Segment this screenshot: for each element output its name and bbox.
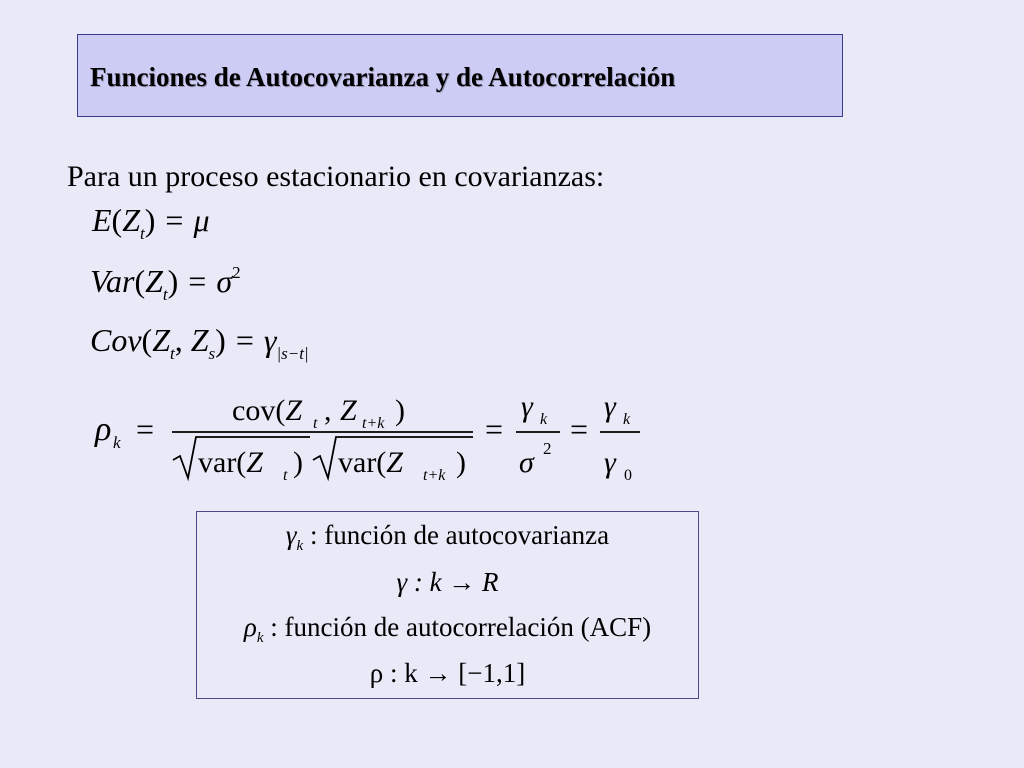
equation-rho <box>0 380 700 490</box>
svg-text:t+k: t+k <box>423 467 446 484</box>
svg-text:t: t <box>283 467 288 484</box>
svg-text:=: = <box>570 411 589 447</box>
svg-text:γ: γ <box>521 390 533 423</box>
svg-text:=: = <box>136 411 155 447</box>
equation-variance: $Var(Z_t) = \sigma^2$ <box>90 263 241 304</box>
equation-covariance: $Cov(Z_t$, $Z_s) = \gamma_{|s-t|}$ <box>90 322 309 363</box>
svg-text:=: = <box>485 411 504 447</box>
svg-text:): ) <box>293 446 303 479</box>
svg-text:0: 0 <box>624 467 632 484</box>
definitions-box <box>196 511 699 699</box>
svg-text:): ) <box>395 394 405 427</box>
gamma-definition: $\gamma_k$ : función de autocovarianza <box>285 520 610 554</box>
rho-mapping: ρ : k → [−1,1] <box>369 658 526 688</box>
title-box <box>77 34 843 117</box>
svg-text:): ) <box>456 446 466 479</box>
svg-text:γ: γ <box>604 390 616 423</box>
rho-definition-text: : función de autocorrelación (ACF) <box>270 612 652 642</box>
svg-text:2: 2 <box>543 439 552 458</box>
intro-text: Para un proceso estacionario en covarianzas: <box>67 160 605 193</box>
svg-text:t+k: t+k <box>362 415 385 432</box>
gamma-mapping: γ : k → R <box>396 567 499 597</box>
rho-definition: $\rho_k$ : función de autocorrelación (ACF) <box>243 612 652 646</box>
svg-text:γ: γ <box>604 446 616 479</box>
svg-text:k: k <box>623 411 631 428</box>
gamma-definition-text: : función de autocovarianza <box>309 520 610 550</box>
equation-mean: $E(Z_t) = \mu$ <box>92 202 210 243</box>
svg-text:var(Z: var(Z <box>338 446 403 479</box>
slide-title: Funciones de Autocovarianza y de Autocorrelación <box>90 62 676 92</box>
svg-text:k: k <box>113 433 121 452</box>
svg-text:ρ: ρ <box>95 411 112 448</box>
svg-text:σ: σ <box>519 446 534 479</box>
svg-text:var(Z: var(Z <box>198 446 263 479</box>
svg-text:t: t <box>313 415 318 432</box>
svg-text:cov(Z: cov(Z <box>232 394 302 427</box>
svg-text:k: k <box>540 411 548 428</box>
svg-text:Z: Z <box>340 394 357 427</box>
svg-text:,: , <box>324 394 332 427</box>
